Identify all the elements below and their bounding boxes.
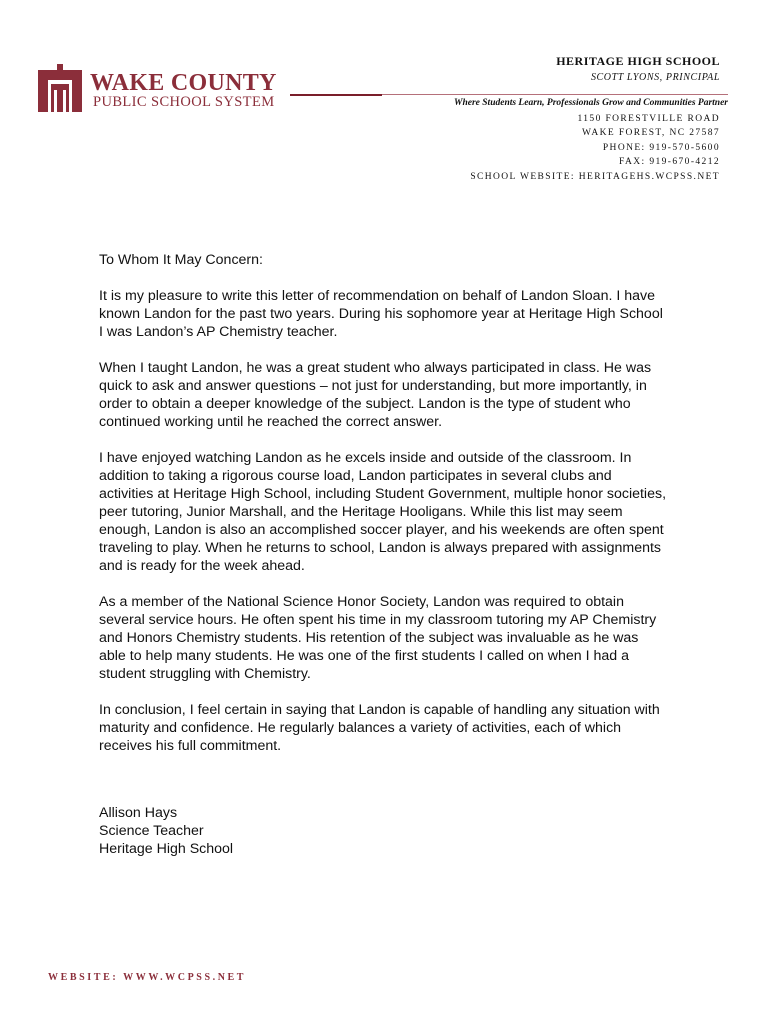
principal-name: SCOTT LYONS, PRINCIPAL — [590, 72, 720, 83]
header-rule — [382, 94, 728, 95]
signature-block — [99, 804, 233, 858]
schoolhouse-logo-icon — [38, 64, 82, 112]
district-name: WAKE COUNTY — [90, 70, 277, 96]
paragraph-intro: It is my pleasure to write this letter of recommendation on behalf of Landon Sloan. I have known Landon for the past two years. During his sophomore year at Heritage High School I was Landon’s AP Chemistry teacher. — [99, 288, 663, 340]
letter-body — [99, 251, 669, 773]
paragraph-activities: I have enjoyed watching Landon as he excels inside and outside of the classroom. In addition to taking a rigorous course load, Landon participates in several clubs and activities at Heritage High School, including Student Government, multiple honor societies, peer tutoring, Junior Marshall, and the Heritage Hooligans. While this list may seem enough, Landon is also an accomplished soccer player, and his weekends are often spent traveling to play. When he returns to school, Landon is always prepared with assignments and is ready for the week ahead. — [99, 450, 667, 574]
paragraph-conclusion: In conclusion, I feel certain in saying that Landon is capable of handling any situation with maturity and confidence. He regularly balances a variety of activities, each of which receives his full commitment. — [99, 702, 660, 754]
school-name: HERITAGE HIGH SCHOOL — [556, 54, 720, 68]
signer-name: Allison Hays — [99, 805, 178, 821]
address-fax: FAX: 919-670-4212 — [619, 157, 720, 168]
signer-title: Science Teacher — [99, 823, 204, 839]
school-header — [556, 54, 720, 83]
district-subtitle: PUBLIC SCHOOL SYSTEM — [93, 94, 275, 110]
address-phone: PHONE: 919-570-5600 — [602, 142, 720, 153]
district-logo — [38, 64, 278, 114]
address-website: SCHOOL WEBSITE: HERITAGEHS.WCPSS.NET — [470, 171, 720, 182]
footer-website: WEBSITE: WWW.WCPSS.NET — [48, 972, 247, 983]
paragraph-service: As a member of the National Science Honor Society, Landon was required to obtain several service hours. He often spent his time in my classroom tutoring my AP Chemistry and Honors Chemistry students. His retention of the subject was invaluable as he was able to help many students. He was one of the first students I called on when I had a student struggling with Chemistry. — [99, 594, 657, 682]
address-city: WAKE FOREST, NC 27587 — [582, 128, 720, 139]
header-rule-accent — [290, 94, 382, 96]
salutation: To Whom It May Concern: — [99, 252, 263, 268]
paragraph-classroom: When I taught Landon, he was a great student who always participated in class. He was quick to ask and answer questions – not just for understanding, but more importantly, in order to obtain a deeper knowledge of the subject. Landon is the type of student who continued working until he reached the correct answer. — [99, 360, 652, 430]
address-street: 1150 FORESTVILLE ROAD — [577, 114, 720, 124]
district-tagline: Where Students Learn, Professionals Grow and Communities Partner — [454, 98, 728, 108]
school-address — [470, 112, 720, 184]
signer-school: Heritage High School — [99, 841, 234, 857]
